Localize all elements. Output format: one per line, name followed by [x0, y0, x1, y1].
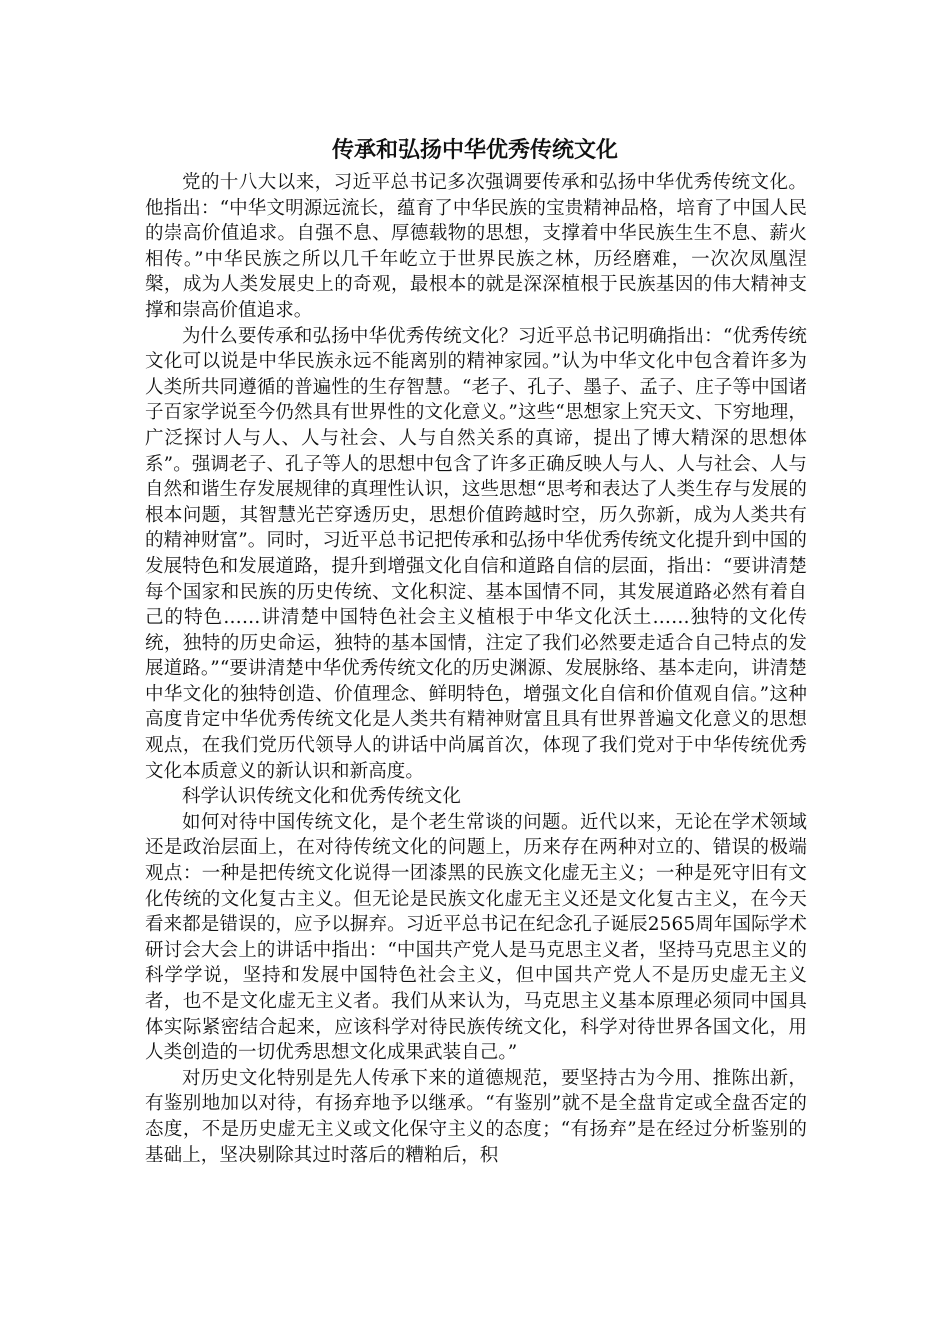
document-title: 传承和弘扬中华优秀传统文化: [331, 138, 618, 163]
paragraph-2: 为什么要传承和弘扬中华优秀传统文化？习近平总书记明确指出：“优秀传统文化可以说是中华民族永远不能离别的精神家园。”认为中华文化中包含着许多为人类所共同遵循的普遍性的生存智慧。“老子、孔子、墨子、孟子、庄子等中国诸子百家学说至今仍然具有世界性的文化意义。”这些“思想家上究天文、下穷地理，广泛探讨人与人、人与社会、人与自然关系的真谛，提出了博大精深的思想体系”。强调老子、孔子等人的思想中包含了许多正确反映人与人、人与社会、人与自然和谐生存发展规律的真理性认识，这些思想“思考和表达了人类生存与发展的根本问题，其智慧光芒穿透历史，思想价值跨越时空，历久弥新，成为人类共有的精神财富”。同时，习近平总书记把传承和弘扬中华优秀传统文化提升到中国的发展特色和发展道路，提升到增强文化自信和道路自信的层面，指出：“要讲清楚每个国家和民族的历史传统、文化积淀、基本国情不同，其发展道路必然有着自己的特色……讲清楚中国特色社会主义植根于中华文化沃土……独特的文化传统，独特的历史命运，独特的基本国情，注定了我们必然要走适合自己特点的发展道路。”“要讲清楚中华优秀传统文化的历史渊源、发展脉络、基本走向，讲清楚中华文化的独特创造、价值理念、鲜明特色，增强文化自信和价值观自信。”这种高度肯定中华优秀传统文化是人类共有精神财富且具有世界普遍文化意义的思想观点，在我们党历代领导人的讲话中尚属首次，体现了我们党对于中华传统优秀文化本质意义的新认识和新高度。: [145, 325, 807, 782]
paragraph-1: 党的十八大以来，习近平总书记多次强调要传承和弘扬中华优秀传统文化。他指出：“中华文明源远流长，蕴育了中华民族的宝贵精神品格，培育了中国人民的崇高价值追求。自强不息、厚德载物的思想，支撑着中华民族生生不息、薪火相传。”中华民族之所以几千年屹立于世界民族之林，历经磨难，一次次凤凰涅槃，成为人类发展史上的奇观，最根本的就是深深植根于民族基因的伟大精神支撑和崇高价值追求。: [145, 172, 807, 321]
paragraph-4: 对历史文化特别是先人传承下来的道德规范，要坚持古为今用、推陈出新，有鉴别地加以对待，有扬弃地予以继承。“有鉴别”就不是全盘肯定或全盘否定的态度，不是历史虚无主义或文化保守主义的态度；“有扬弃”是在经过分析鉴别的基础上，坚决剔除其过时落后的糟粕后，积: [145, 1067, 807, 1166]
section-heading: 科学认识传统文化和优秀传统文化: [182, 786, 462, 808]
paragraph-3: 如何对待中国传统文化，是个老生常谈的问题。近代以来，无论在学术领域还是政治层面上，在对待传统文化的问题上，历来存在两种对立的、错误的极端观点：一种是把传统文化说得一团漆黑的民族文化虚无主义；一种是死守旧有文化传统的文化复古主义。但无论是民族文化虚无主义还是文化复古主义，在今天看来都是错误的，应予以摒弃。习近平总书记在纪念孔子诞辰2565周年国际学术研讨会大会上的讲话中指出：“中国共产党人是马克思主义者，坚持马克思主义的科学学说，坚持和发展中国特色社会主义，但中国共产党人不是历史虚无主义者，也不是文化虚无主义者。我们从来认为，马克思主义基本原理必须同中国具体实际紧密结合起来，应该科学对待民族传统文化，科学对待世界各国文化，用人类创造的一切优秀思想文化成果武装自己。”: [145, 811, 807, 1064]
document-body: [145, 170, 807, 1168]
